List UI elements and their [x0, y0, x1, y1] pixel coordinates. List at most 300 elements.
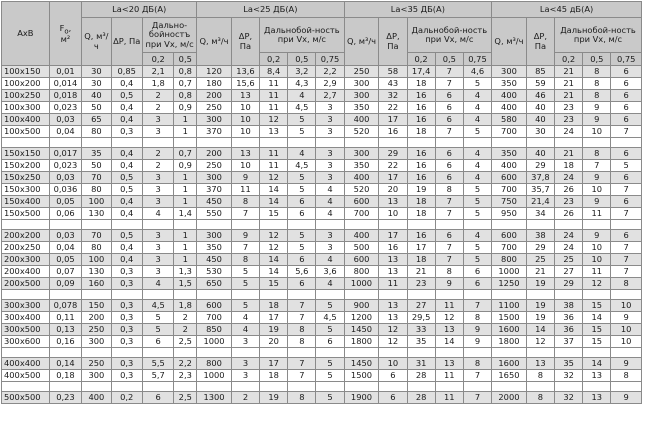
value-cell: 3: [142, 196, 173, 208]
value-cell: 29: [526, 242, 554, 254]
value-cell: 7: [463, 370, 491, 382]
empty-cell: [583, 138, 611, 148]
value-cell: 7: [288, 358, 316, 370]
value-cell: 0,078: [49, 300, 82, 312]
value-cell: 28: [407, 392, 435, 404]
empty-cell: [231, 138, 259, 148]
value-cell: 40: [526, 148, 554, 160]
value-cell: 15: [260, 278, 288, 290]
value-cell: 0,5: [111, 184, 142, 196]
value-cell: 550: [197, 208, 232, 220]
value-cell: 15: [583, 300, 611, 312]
size-cell: 200x500: [2, 278, 50, 290]
value-cell: 5: [316, 324, 344, 336]
value-cell: 600: [492, 172, 527, 184]
value-cell: 4,5: [142, 300, 173, 312]
value-cell: 580: [492, 114, 527, 126]
value-cell: 7: [231, 208, 259, 220]
empty-cell: [260, 382, 288, 392]
value-cell: 10: [611, 336, 642, 348]
value-cell: 19: [407, 184, 435, 196]
value-cell: 4: [231, 312, 259, 324]
value-cell: 1450: [344, 324, 379, 336]
value-cell: 0,14: [49, 358, 82, 370]
value-cell: 400: [492, 160, 527, 172]
value-cell: 0,5: [111, 172, 142, 184]
velocity-header: 0,5: [583, 53, 611, 66]
value-cell: 5: [316, 300, 344, 312]
value-cell: 0,01: [49, 66, 82, 78]
empty-cell: [463, 348, 491, 358]
value-cell: 8: [583, 66, 611, 78]
value-cell: 14: [583, 358, 611, 370]
value-cell: 11: [260, 160, 288, 172]
area-header: $F_o$, м²: [49, 2, 82, 66]
empty-cell: [611, 348, 642, 358]
value-cell: 0,3: [111, 312, 142, 324]
value-cell: 12: [526, 336, 554, 348]
value-cell: 0,7: [174, 78, 197, 90]
empty-cell: [316, 138, 344, 148]
group-header-la20: La<20 ДБ(А): [82, 2, 197, 18]
value-cell: 4: [231, 324, 259, 336]
empty-cell: [344, 290, 379, 300]
value-cell: 3: [316, 126, 344, 138]
value-cell: 1500: [492, 312, 527, 324]
pressure-header: ΔP, Па: [526, 18, 554, 66]
velocity-header: 0,2: [260, 53, 288, 66]
value-cell: 21: [526, 266, 554, 278]
value-cell: 14: [583, 312, 611, 324]
value-cell: 250: [344, 66, 379, 78]
empty-cell: [492, 348, 527, 358]
value-cell: 17,4: [407, 66, 435, 78]
value-cell: 4,5: [288, 102, 316, 114]
value-cell: 50: [82, 160, 111, 172]
value-cell: 300: [492, 66, 527, 78]
value-cell: 0,2: [111, 392, 142, 404]
value-cell: 2: [174, 312, 197, 324]
value-cell: 160: [82, 278, 111, 290]
table-row: [2, 102, 642, 114]
value-cell: 7: [463, 300, 491, 312]
value-cell: 19: [526, 312, 554, 324]
value-cell: 2: [174, 324, 197, 336]
value-cell: 600: [344, 196, 379, 208]
value-cell: 5: [316, 370, 344, 382]
empty-cell: [142, 138, 173, 148]
value-cell: 3: [231, 370, 259, 382]
empty-cell: [526, 138, 554, 148]
value-cell: 1450: [344, 358, 379, 370]
value-cell: 18: [407, 208, 435, 220]
value-cell: 13: [379, 312, 407, 324]
pressure-header: ΔP, Па: [231, 18, 259, 66]
value-cell: 16: [379, 242, 407, 254]
value-cell: 12: [379, 336, 407, 348]
empty-cell: [407, 382, 435, 392]
flow-header: Q, м³/ч: [492, 18, 527, 66]
value-cell: 3,2: [288, 66, 316, 78]
empty-cell: [379, 382, 407, 392]
value-cell: 35: [82, 148, 111, 160]
empty-cell: [174, 220, 197, 230]
empty-cell: [49, 290, 82, 300]
table-row: [2, 278, 642, 290]
value-cell: 7: [435, 242, 463, 254]
empty-cell: [231, 348, 259, 358]
value-cell: 1300: [197, 392, 232, 404]
value-cell: 8: [611, 278, 642, 290]
value-cell: 120: [197, 66, 232, 78]
value-cell: 0,5: [111, 230, 142, 242]
table-row: [2, 254, 642, 266]
empty-cell: [142, 220, 173, 230]
value-cell: 40: [82, 90, 111, 102]
value-cell: 7: [583, 160, 611, 172]
value-cell: 6: [611, 230, 642, 242]
value-cell: 5: [231, 300, 259, 312]
value-cell: 5,5: [142, 358, 173, 370]
value-cell: 2,7: [316, 90, 344, 102]
empty-cell: [407, 220, 435, 230]
value-cell: 22: [379, 102, 407, 114]
empty-cell: [583, 290, 611, 300]
empty-cell: [231, 220, 259, 230]
empty-cell: [463, 138, 491, 148]
table-row: [2, 66, 642, 78]
value-cell: 12: [260, 242, 288, 254]
empty-cell: [288, 290, 316, 300]
value-cell: 12: [260, 114, 288, 126]
value-cell: 2: [142, 160, 173, 172]
value-cell: 2,9: [316, 78, 344, 90]
value-cell: 6: [435, 114, 463, 126]
value-cell: 700: [492, 242, 527, 254]
range-header: Дальнобой-ность при Vx, м/с: [407, 18, 492, 53]
value-cell: 27: [407, 300, 435, 312]
value-cell: 1600: [492, 324, 527, 336]
table-row: [2, 266, 642, 278]
empty-cell: [316, 220, 344, 230]
value-cell: 8,4: [260, 66, 288, 78]
empty-cell: [2, 220, 50, 230]
value-cell: 80: [82, 126, 111, 138]
value-cell: 350: [344, 102, 379, 114]
value-cell: 21: [555, 148, 583, 160]
value-cell: 33: [407, 324, 435, 336]
value-cell: 300: [82, 336, 111, 348]
empty-cell: [2, 290, 50, 300]
value-cell: 11: [583, 266, 611, 278]
value-cell: 4: [463, 90, 491, 102]
value-cell: 29: [555, 278, 583, 290]
value-cell: 15: [260, 208, 288, 220]
value-cell: 85: [526, 66, 554, 78]
empty-cell: [260, 220, 288, 230]
value-cell: 5: [288, 172, 316, 184]
value-cell: 3: [316, 172, 344, 184]
value-cell: 18: [260, 300, 288, 312]
value-cell: 65: [82, 114, 111, 126]
value-cell: 2: [142, 102, 173, 114]
value-cell: 10: [611, 300, 642, 312]
value-cell: 30: [526, 126, 554, 138]
value-cell: 700: [197, 312, 232, 324]
size-cell: 150x300: [2, 184, 50, 196]
empty-cell: [435, 290, 463, 300]
empty-cell: [526, 220, 554, 230]
value-cell: 0,023: [49, 102, 82, 114]
empty-cell: [260, 290, 288, 300]
value-cell: 4: [288, 90, 316, 102]
value-cell: 5: [288, 126, 316, 138]
value-cell: 3: [316, 114, 344, 126]
value-cell: 1: [174, 242, 197, 254]
value-cell: 1200: [344, 312, 379, 324]
value-cell: 24: [555, 242, 583, 254]
table-row: [2, 126, 642, 138]
value-cell: 12: [435, 312, 463, 324]
size-cell: 150x400: [2, 196, 50, 208]
empty-cell: [435, 220, 463, 230]
empty-cell: [526, 290, 554, 300]
empty-cell: [260, 348, 288, 358]
empty-cell: [344, 138, 379, 148]
group-header-la45: La<45 дБ(А): [492, 2, 642, 18]
empty-cell: [142, 290, 173, 300]
empty-cell: [111, 290, 142, 300]
empty-cell: [555, 220, 583, 230]
value-cell: 6: [435, 148, 463, 160]
value-cell: 2: [142, 90, 173, 102]
empty-cell: [407, 138, 435, 148]
value-cell: 10: [379, 208, 407, 220]
value-cell: 8: [463, 358, 491, 370]
empty-cell: [231, 290, 259, 300]
value-cell: 600: [492, 230, 527, 242]
value-cell: 11: [435, 300, 463, 312]
value-cell: 0,13: [49, 324, 82, 336]
value-cell: 0,85: [111, 66, 142, 78]
value-cell: 19: [526, 300, 554, 312]
value-cell: 7: [231, 242, 259, 254]
value-cell: 1: [174, 254, 197, 266]
size-cell: 100x300: [2, 102, 50, 114]
value-cell: 6: [288, 254, 316, 266]
table-row: [2, 196, 642, 208]
empty-cell: [82, 138, 111, 148]
value-cell: 0,8: [174, 66, 197, 78]
value-cell: 0,036: [49, 184, 82, 196]
value-cell: 18: [555, 160, 583, 172]
value-cell: 7: [435, 196, 463, 208]
empty-cell: [379, 138, 407, 148]
value-cell: 370: [197, 184, 232, 196]
value-cell: 5: [463, 78, 491, 90]
area-header-subscript: o: [64, 27, 69, 36]
value-cell: 6: [379, 392, 407, 404]
value-cell: 1250: [492, 278, 527, 290]
table-row: [2, 184, 642, 196]
value-cell: 9: [583, 230, 611, 242]
value-cell: 58: [379, 66, 407, 78]
pressure-header: ΔP, Па: [379, 18, 407, 66]
value-cell: 9: [583, 172, 611, 184]
value-cell: 28: [407, 370, 435, 382]
value-cell: 250: [197, 102, 232, 114]
value-cell: 1: [174, 196, 197, 208]
group-separator-row: [2, 382, 642, 392]
value-cell: 400: [344, 114, 379, 126]
value-cell: 7: [611, 184, 642, 196]
value-cell: 8: [463, 312, 491, 324]
value-cell: 24: [555, 172, 583, 184]
value-cell: 9: [583, 114, 611, 126]
air-distribution-table: [1, 1, 642, 404]
empty-cell: [288, 138, 316, 148]
area-header-label: F: [59, 22, 65, 33]
value-cell: 8: [288, 336, 316, 348]
value-cell: 0,3: [111, 266, 142, 278]
size-cell: 150x250: [2, 172, 50, 184]
value-cell: 6: [463, 266, 491, 278]
empty-cell: [82, 290, 111, 300]
group-header-la35: La<35 ДБ(А): [344, 2, 491, 18]
value-cell: 5: [463, 184, 491, 196]
size-cell: 100x250: [2, 90, 50, 102]
value-cell: 9: [611, 312, 642, 324]
value-cell: 36: [555, 324, 583, 336]
value-cell: 6: [142, 336, 173, 348]
value-cell: 3: [316, 242, 344, 254]
value-cell: 7: [288, 370, 316, 382]
value-cell: 5: [142, 324, 173, 336]
empty-cell: [142, 348, 173, 358]
value-cell: 22: [379, 160, 407, 172]
empty-cell: [316, 348, 344, 358]
value-cell: 6: [611, 172, 642, 184]
value-cell: 3: [316, 160, 344, 172]
range-header: Дальнобой-ность при Vx, м/с: [555, 18, 642, 53]
value-cell: 11: [260, 148, 288, 160]
empty-cell: [611, 220, 642, 230]
value-cell: 11: [435, 392, 463, 404]
empty-cell: [316, 290, 344, 300]
value-cell: 5: [463, 208, 491, 220]
value-cell: 43: [379, 78, 407, 90]
empty-cell: [197, 220, 232, 230]
value-cell: 23: [407, 278, 435, 290]
group-header-la25: La<25 ДБ(А): [197, 2, 344, 18]
value-cell: 15: [583, 324, 611, 336]
size-cell: 200x250: [2, 242, 50, 254]
value-cell: 6: [611, 148, 642, 160]
empty-cell: [611, 138, 642, 148]
value-cell: 7: [435, 126, 463, 138]
value-cell: 24: [555, 230, 583, 242]
value-cell: 70: [82, 172, 111, 184]
value-cell: 7: [463, 392, 491, 404]
value-cell: 200: [82, 312, 111, 324]
value-cell: 10: [583, 242, 611, 254]
value-cell: 300: [197, 230, 232, 242]
value-cell: 1000: [492, 266, 527, 278]
value-cell: 16: [407, 148, 435, 160]
empty-cell: [82, 348, 111, 358]
value-cell: 32: [555, 370, 583, 382]
value-cell: 0,05: [49, 254, 82, 266]
value-cell: 4: [463, 172, 491, 184]
value-cell: 6: [435, 90, 463, 102]
value-cell: 6: [435, 230, 463, 242]
value-cell: 300: [344, 148, 379, 160]
value-cell: 4: [316, 196, 344, 208]
value-cell: 11: [260, 78, 288, 90]
size-cell: 300x300: [2, 300, 50, 312]
empty-cell: [197, 290, 232, 300]
value-cell: 5: [611, 160, 642, 172]
velocity-header: 0,5: [174, 53, 197, 66]
range-header: Дальнобой-ность при Vx, м/с: [260, 18, 345, 53]
value-cell: 400: [82, 392, 111, 404]
value-cell: 950: [492, 208, 527, 220]
value-cell: 0,3: [111, 370, 142, 382]
value-cell: 9: [463, 336, 491, 348]
value-cell: 17: [407, 242, 435, 254]
value-cell: 13: [526, 358, 554, 370]
value-cell: 35: [407, 336, 435, 348]
value-cell: 0,03: [49, 172, 82, 184]
table-row: [2, 90, 642, 102]
value-cell: 400: [344, 172, 379, 184]
value-cell: 24: [555, 126, 583, 138]
value-cell: 0,9: [174, 160, 197, 172]
value-cell: 350: [492, 78, 527, 90]
empty-cell: [2, 382, 50, 392]
size-cell: 150x200: [2, 160, 50, 172]
value-cell: 8: [583, 148, 611, 160]
value-cell: 800: [197, 358, 232, 370]
value-cell: 6: [288, 196, 316, 208]
value-cell: 3: [142, 266, 173, 278]
velocity-header: 0,75: [611, 53, 642, 66]
value-cell: 6: [142, 392, 173, 404]
value-cell: 17: [260, 358, 288, 370]
value-cell: 0,017: [49, 148, 82, 160]
value-cell: 3: [142, 242, 173, 254]
empty-cell: [2, 138, 50, 148]
empty-cell: [435, 382, 463, 392]
value-cell: 10: [379, 358, 407, 370]
value-cell: 23: [555, 196, 583, 208]
value-cell: 350: [344, 160, 379, 172]
value-cell: 3: [231, 336, 259, 348]
value-cell: 40: [526, 102, 554, 114]
value-cell: 200: [197, 148, 232, 160]
value-cell: 29: [379, 148, 407, 160]
table-row: [2, 336, 642, 348]
value-cell: 0,014: [49, 78, 82, 90]
empty-cell: [288, 382, 316, 392]
value-cell: 2000: [492, 392, 527, 404]
value-cell: 0,07: [49, 266, 82, 278]
value-cell: 2,5: [174, 336, 197, 348]
value-cell: 31: [407, 358, 435, 370]
value-cell: 0,04: [49, 242, 82, 254]
value-cell: 6: [611, 90, 642, 102]
empty-cell: [492, 382, 527, 392]
